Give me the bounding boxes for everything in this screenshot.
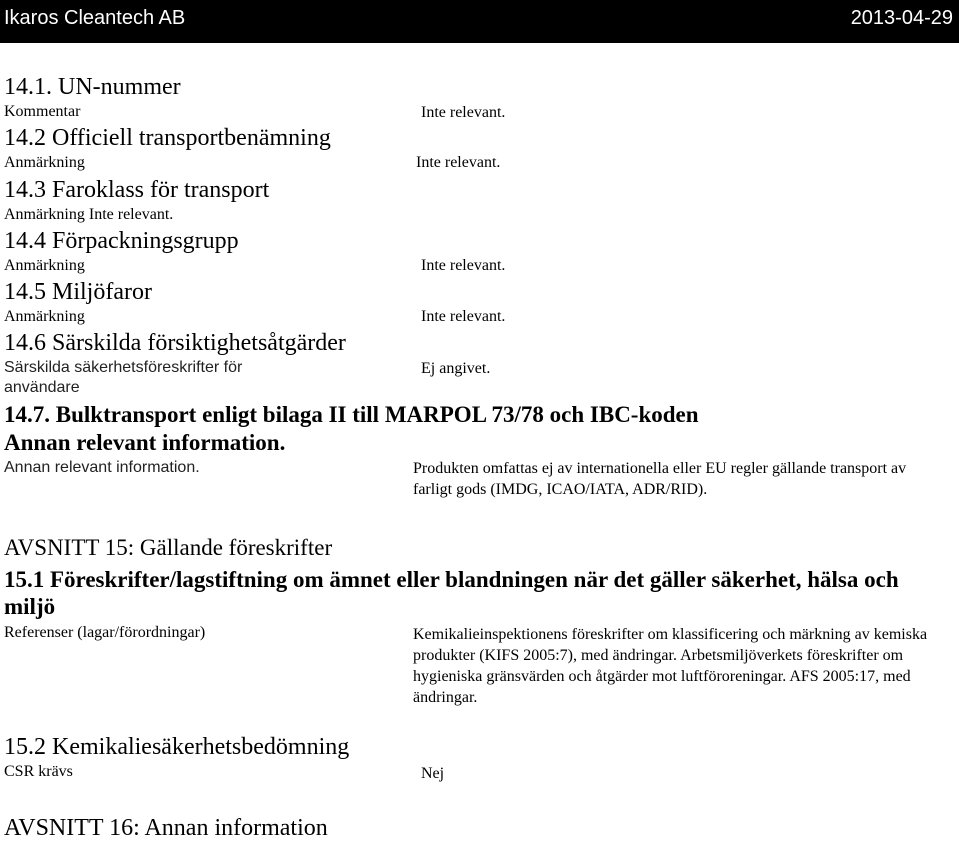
section-14-3-title: 14.3 Faroklass för transport	[4, 177, 270, 203]
section-14-4-value: Inte relevant.	[421, 257, 506, 274]
other-info-text: Produkten omfattas ej av internationella eller EU regler gällande transport av farligt gods (IMDG, ICAO/IATA, ADR/RID).	[413, 460, 907, 498]
section-14-2-label: Anmärkning	[4, 154, 85, 171]
section-14-6-value: Ej angivet.	[421, 360, 491, 377]
section-15-title: AVSNITT 15: Gällande föreskrifter	[4, 535, 333, 560]
company-name: Ikaros Cleantech AB	[4, 7, 186, 29]
section-14-1-value: Inte relevant.	[421, 104, 506, 121]
document-date: 2013-04-29	[850, 7, 953, 29]
section-14-4-label: Anmärkning	[4, 257, 85, 274]
section-15-1-text: Kemikalieinspektionens föreskrifter om klassificering och märkning av kemiska produkter (KIFS 2005:7), med ändringar. Arbetsmiljöverkets föreskrifter om hygieniska gränsvärden och åtgärder mot luftföroreningar. AFS 2005:17, med ändringar.	[413, 626, 928, 706]
section-14-1-title: 14.1. UN-nummer	[4, 74, 181, 100]
section-15-2-title: 15.2 Kemikaliesäkerhetsbedömning	[4, 734, 350, 760]
section-15-2-value: Nej	[421, 765, 445, 782]
section-14-3-label-value: Anmärkning Inte relevant.	[4, 206, 174, 223]
section-14-6-label-line1: Särskilda säkerhetsföreskrifter för	[4, 359, 243, 376]
section-16-title: AVSNITT 16: Annan information	[4, 815, 328, 841]
section-14-6-label-line2: användare	[4, 379, 80, 396]
section-14-2-value: Inte relevant.	[416, 154, 501, 171]
section-14-2-title: 14.2 Officiell transportbenämning	[4, 125, 331, 151]
section-14-5-value: Inte relevant.	[421, 308, 506, 325]
section-15-1-label: Referenser (lagar/förordningar)	[4, 624, 206, 641]
section-14-7-title: 14.7. Bulktransport enligt bilaga II till MARPOL 73/78 och IBC-koden	[4, 402, 699, 427]
other-info-label: Annan relevant information.	[4, 459, 200, 476]
section-14-1-label: Kommentar	[4, 103, 81, 120]
section-15-1-title: 15.1 Föreskrifter/lagstiftning om ämnet eller blandningen när det gäller säkerhet, hälsa och miljö	[4, 567, 899, 619]
section-14-4-title: 14.4 Förpackningsgrupp	[4, 228, 239, 254]
section-14-5-label: Anmärkning	[4, 308, 85, 325]
section-14-5-title: 14.5 Miljöfaror	[4, 279, 152, 305]
page-header	[0, 0, 959, 43]
section-14-6-title: 14.6 Särskilda försiktighetsåtgärder	[4, 330, 346, 356]
section-15-2-label: CSR krävs	[4, 763, 73, 780]
other-info-title: Annan relevant information.	[4, 430, 286, 455]
